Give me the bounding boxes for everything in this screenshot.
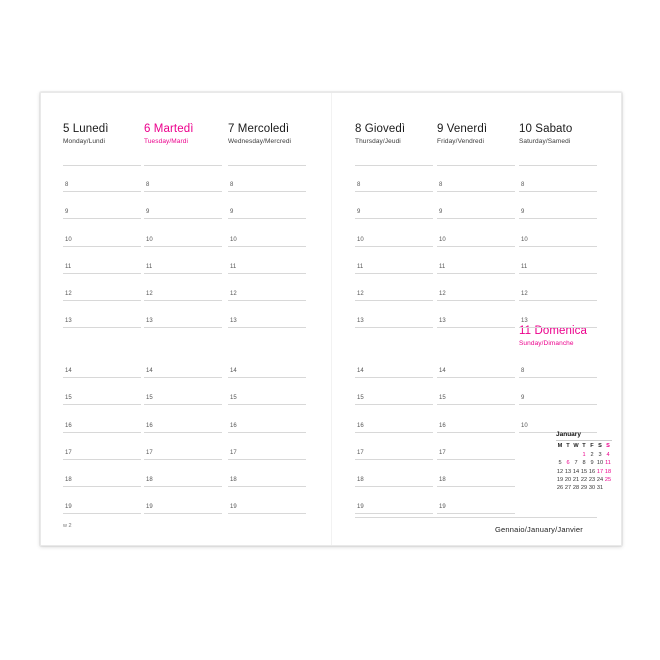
hour-label: 17 xyxy=(65,449,72,456)
day-name: Martedì xyxy=(153,123,194,135)
hour-row xyxy=(519,301,597,328)
hour-row xyxy=(437,405,515,432)
mini-calendar-day: 14 xyxy=(572,468,580,475)
mini-calendar-day xyxy=(604,484,612,492)
hour-label: 8 xyxy=(521,182,525,189)
hour-grid-tuesday-morning[interactable] xyxy=(144,165,222,328)
mini-calendar-title: January xyxy=(556,431,612,441)
day-header-wednesday xyxy=(228,123,291,146)
mini-calendar-dow: M xyxy=(557,443,563,450)
day-header-title xyxy=(63,123,109,136)
hour-row xyxy=(228,274,306,301)
hour-label: 11 xyxy=(439,263,446,270)
mini-calendar-day: 2 xyxy=(590,452,594,459)
hour-label: 11 xyxy=(146,263,153,270)
mini-calendar-day: 25 xyxy=(604,476,612,483)
hour-row xyxy=(63,192,141,219)
hour-row xyxy=(228,247,306,274)
hour-label: 12 xyxy=(230,290,237,297)
hour-label: 19 xyxy=(357,504,364,511)
day-number: 6 xyxy=(144,123,151,135)
hour-row xyxy=(144,301,222,328)
day-header-title xyxy=(519,123,572,136)
hour-label: 19 xyxy=(439,504,446,511)
mini-calendar-day xyxy=(564,452,572,460)
hour-label: 8 xyxy=(521,368,525,375)
hour-label: 14 xyxy=(146,368,153,375)
hour-label: 10 xyxy=(146,236,153,243)
hour-grid-thursday-afternoon[interactable] xyxy=(355,351,433,514)
hour-label: 13 xyxy=(230,318,237,325)
mini-calendar-day: 29 xyxy=(580,484,588,491)
hour-row xyxy=(355,274,433,301)
mini-calendar-day: 30 xyxy=(588,484,596,491)
mini-calendar-day: 10 xyxy=(596,460,604,467)
hour-row xyxy=(437,192,515,219)
hour-row xyxy=(355,378,433,405)
week-number-label: w 2 xyxy=(63,523,72,529)
hour-row xyxy=(63,378,141,405)
mini-calendar-day: 31 xyxy=(596,484,604,491)
hour-label: 8 xyxy=(146,182,150,189)
hour-label: 17 xyxy=(439,449,446,456)
hour-label: 16 xyxy=(146,422,153,429)
hour-label: 8 xyxy=(230,182,234,189)
day-name: Venerdì xyxy=(446,123,488,135)
hour-row xyxy=(355,487,433,514)
day-header-subtitle: Sunday/Dimanche xyxy=(519,340,574,347)
hour-row xyxy=(63,351,141,378)
hour-label: 15 xyxy=(146,395,153,402)
hour-row xyxy=(228,351,306,378)
planner-right-page xyxy=(331,93,621,545)
hour-label: 8 xyxy=(439,182,443,189)
hour-label: 14 xyxy=(230,368,237,375)
mini-calendar-day xyxy=(556,452,564,460)
mini-calendar-dow: S xyxy=(606,443,610,450)
hour-row xyxy=(519,219,597,246)
hour-row xyxy=(355,247,433,274)
hour-row xyxy=(519,192,597,219)
mini-calendar-day: 8 xyxy=(582,460,586,467)
hour-row xyxy=(144,460,222,487)
hour-row xyxy=(355,460,433,487)
hour-row xyxy=(144,351,222,378)
mini-month-calendar[interactable] xyxy=(556,431,612,493)
hour-label: 14 xyxy=(439,368,446,375)
hour-row xyxy=(437,433,515,460)
hour-label: 14 xyxy=(65,368,72,375)
hour-row xyxy=(63,460,141,487)
hour-label: 17 xyxy=(146,449,153,456)
hour-row xyxy=(228,433,306,460)
mini-calendar-day: 4 xyxy=(606,452,610,459)
hour-label: 11 xyxy=(230,263,237,270)
hour-row xyxy=(144,219,222,246)
hour-label: 8 xyxy=(357,182,361,189)
day-name: Mercoledì xyxy=(237,123,290,135)
hour-row xyxy=(63,165,141,192)
day-name: Domenica xyxy=(534,325,588,337)
mini-calendar-week-row xyxy=(556,484,612,492)
hour-row xyxy=(437,301,515,328)
mini-calendar-week-row xyxy=(556,452,612,460)
hour-row xyxy=(228,165,306,192)
hour-row xyxy=(63,247,141,274)
day-number: 5 xyxy=(63,123,70,135)
day-name: Lunedì xyxy=(72,123,109,135)
day-number: 7 xyxy=(228,123,235,135)
hour-label: 9 xyxy=(439,209,443,216)
hour-row xyxy=(63,274,141,301)
mini-calendar-dow: T xyxy=(566,443,570,450)
hour-row xyxy=(437,165,515,192)
hour-label: 16 xyxy=(65,422,72,429)
hour-grid-monday-afternoon[interactable] xyxy=(63,351,141,514)
hour-row xyxy=(228,192,306,219)
mini-calendar-week-row xyxy=(556,468,612,476)
hour-grid-tuesday-afternoon[interactable] xyxy=(144,351,222,514)
hour-label: 12 xyxy=(146,290,153,297)
mini-calendar-week-row xyxy=(556,460,612,468)
day-name: Giovedì xyxy=(364,123,406,135)
hour-label: 10 xyxy=(230,236,237,243)
hour-row xyxy=(144,487,222,514)
hour-label: 19 xyxy=(146,504,153,511)
footer-divider xyxy=(355,517,597,518)
hour-row xyxy=(437,219,515,246)
hour-label: 18 xyxy=(65,476,72,483)
hour-row xyxy=(355,192,433,219)
mini-calendar-day: 21 xyxy=(572,476,580,483)
hour-label: 12 xyxy=(521,290,528,297)
hour-label: 16 xyxy=(230,422,237,429)
mini-calendar-dow-row xyxy=(556,443,612,452)
hour-row xyxy=(144,192,222,219)
hour-grid-friday-morning[interactable] xyxy=(437,165,515,328)
mini-calendar-day: 12 xyxy=(556,468,564,475)
hour-row xyxy=(355,219,433,246)
hour-row xyxy=(228,487,306,514)
mini-calendar-day: 13 xyxy=(564,468,572,475)
hour-label: 13 xyxy=(521,318,528,325)
hour-label: 18 xyxy=(146,476,153,483)
hour-label: 10 xyxy=(65,236,72,243)
hour-row xyxy=(519,351,597,378)
mini-calendar-day: 27 xyxy=(564,484,572,491)
day-header-sunday xyxy=(519,325,587,348)
hour-label: 16 xyxy=(357,422,364,429)
mini-calendar-day: 24 xyxy=(596,476,604,483)
hour-row xyxy=(63,219,141,246)
mini-calendar-day: 1 xyxy=(582,452,586,459)
hour-label: 16 xyxy=(439,422,446,429)
day-header-subtitle: Thursday/Jeudi xyxy=(355,138,401,145)
hour-label: 10 xyxy=(439,236,446,243)
mini-calendar-day: 20 xyxy=(564,476,572,483)
hour-label: 18 xyxy=(357,476,364,483)
hour-row xyxy=(519,274,597,301)
hour-label: 13 xyxy=(65,318,72,325)
hour-row xyxy=(63,405,141,432)
mini-calendar-dow: F xyxy=(590,443,594,450)
day-header-title xyxy=(355,123,405,136)
mini-calendar-dow: T xyxy=(582,443,586,450)
hour-row xyxy=(355,165,433,192)
day-header-friday xyxy=(437,123,487,146)
hour-row xyxy=(144,274,222,301)
hour-label: 9 xyxy=(146,209,150,216)
hour-row xyxy=(519,165,597,192)
hour-label: 13 xyxy=(146,318,153,325)
hour-grid-wednesday-morning[interactable] xyxy=(228,165,306,328)
planner-spread xyxy=(40,92,622,546)
hour-row xyxy=(437,378,515,405)
hour-label: 12 xyxy=(357,290,364,297)
hour-row xyxy=(355,405,433,432)
mini-calendar-day: 11 xyxy=(605,460,611,467)
mini-calendar-day: 3 xyxy=(598,452,602,459)
mini-calendar-dow: S xyxy=(598,443,602,450)
hour-label: 15 xyxy=(230,395,237,402)
hour-label: 18 xyxy=(439,476,446,483)
hour-label: 13 xyxy=(357,318,364,325)
day-header-tuesday xyxy=(144,123,193,146)
mini-calendar-day: 23 xyxy=(588,476,596,483)
day-name: Sabato xyxy=(535,123,573,135)
hour-row xyxy=(437,274,515,301)
day-number: 10 xyxy=(519,123,532,135)
hour-row xyxy=(144,378,222,405)
hour-label: 18 xyxy=(230,476,237,483)
hour-label: 17 xyxy=(357,449,364,456)
day-header-title xyxy=(228,123,291,136)
hour-row xyxy=(63,301,141,328)
hour-label: 10 xyxy=(521,236,528,243)
hour-row xyxy=(228,405,306,432)
mini-calendar-day: 18 xyxy=(604,468,612,475)
hour-label: 9 xyxy=(521,395,525,402)
day-header-title xyxy=(144,123,193,136)
hour-label: 17 xyxy=(230,449,237,456)
hour-label: 19 xyxy=(230,504,237,511)
hour-row xyxy=(228,460,306,487)
mini-calendar-day: 9 xyxy=(590,460,594,467)
hour-label: 10 xyxy=(357,236,364,243)
hour-row xyxy=(519,405,597,432)
mini-calendar-week-row xyxy=(556,476,612,484)
hour-row xyxy=(228,301,306,328)
day-number: 9 xyxy=(437,123,444,135)
day-header-subtitle: Saturday/Samedi xyxy=(519,138,571,145)
mini-calendar-day: 7 xyxy=(574,460,578,467)
day-number: 8 xyxy=(355,123,362,135)
mini-calendar-day: 28 xyxy=(572,484,580,491)
hour-label: 8 xyxy=(65,182,69,189)
month-footer-label: Gennaio/January/Janvier xyxy=(495,525,583,534)
hour-row xyxy=(144,433,222,460)
mini-calendar-day: 26 xyxy=(556,484,564,491)
mini-calendar-day: 6 xyxy=(566,460,570,467)
day-header-subtitle: Friday/Vendredi xyxy=(437,138,485,145)
hour-row xyxy=(519,378,597,405)
planner-left-page xyxy=(41,93,331,545)
hour-label: 9 xyxy=(230,209,234,216)
mini-calendar-day: 15 xyxy=(580,468,588,475)
hour-label: 9 xyxy=(65,209,69,216)
hour-label: 12 xyxy=(439,290,446,297)
day-header-monday xyxy=(63,123,109,146)
hour-row xyxy=(228,219,306,246)
hour-label: 15 xyxy=(439,395,446,402)
day-header-thursday xyxy=(355,123,405,146)
day-header-saturday xyxy=(519,123,572,146)
mini-calendar-day: 22 xyxy=(580,476,588,483)
hour-label: 19 xyxy=(65,504,72,511)
mini-calendar-day: 19 xyxy=(556,476,564,483)
hour-row xyxy=(144,405,222,432)
day-header-subtitle: Wednesday/Mercredi xyxy=(228,138,292,145)
hour-label: 15 xyxy=(65,395,72,402)
mini-calendar-table xyxy=(556,443,612,493)
hour-row xyxy=(355,351,433,378)
hour-row xyxy=(228,378,306,405)
day-header-title xyxy=(437,123,487,136)
hour-label: 12 xyxy=(65,290,72,297)
hour-grid-wednesday-afternoon[interactable] xyxy=(228,351,306,514)
hour-label: 14 xyxy=(357,368,364,375)
hour-grid-sunday[interactable] xyxy=(519,351,597,433)
hour-grid-friday-afternoon[interactable] xyxy=(437,351,515,514)
hour-label: 11 xyxy=(521,263,528,270)
hour-row xyxy=(437,247,515,274)
day-number: 11 xyxy=(519,325,532,337)
hour-row xyxy=(437,351,515,378)
hour-label: 9 xyxy=(521,209,525,216)
hour-row xyxy=(63,433,141,460)
hour-row xyxy=(519,247,597,274)
hour-label: 10 xyxy=(521,422,528,429)
mini-calendar-day: 17 xyxy=(596,468,604,475)
hour-row xyxy=(144,165,222,192)
hour-label: 9 xyxy=(357,209,361,216)
hour-label: 11 xyxy=(65,263,72,270)
day-header-subtitle: Monday/Lundi xyxy=(63,138,106,145)
hour-row xyxy=(355,301,433,328)
hour-grid-thursday-morning[interactable] xyxy=(355,165,433,328)
mini-calendar-dow: W xyxy=(573,443,579,450)
hour-row xyxy=(437,487,515,514)
hour-grid-monday-morning[interactable] xyxy=(63,165,141,328)
mini-calendar-day: 5 xyxy=(558,460,562,467)
hour-label: 11 xyxy=(357,263,364,270)
hour-label: 15 xyxy=(357,395,364,402)
hour-row xyxy=(437,460,515,487)
day-header-subtitle: Tuesday/Mardi xyxy=(144,138,189,145)
hour-label: 13 xyxy=(439,318,446,325)
hour-row xyxy=(355,433,433,460)
hour-grid-saturday-morning[interactable] xyxy=(519,165,597,328)
hour-row xyxy=(144,247,222,274)
mini-calendar-day: 16 xyxy=(588,468,596,475)
hour-row xyxy=(63,487,141,514)
mini-calendar-day xyxy=(572,452,580,460)
